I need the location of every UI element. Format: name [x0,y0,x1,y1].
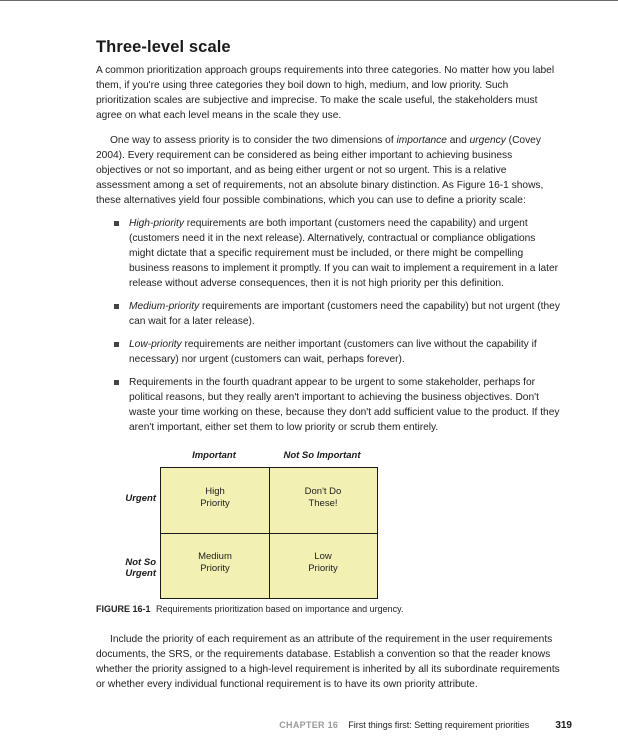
row-label-not-so-urgent: Not So Urgent [125,557,156,579]
bullet-emphasis: Medium-priority [129,301,200,312]
row-label-urgent: Urgent [125,493,156,504]
figure-caption [96,604,404,614]
paragraph-dimensions [96,133,560,208]
list-item [96,375,560,435]
cell-line: Medium [198,551,232,562]
main-content [96,38,560,443]
bullet-text: Requirements in the fourth quadrant appear to be urgent to some stakeholder, perhaps for political reasons, but they really aren't important to achieving the business objectives. Don't waste your time working on these, because they don't add sufficient value to the product. If they aren't important, either set them to low priority or scrub them entirely. [129,377,560,433]
cell-medium-priority [161,551,269,574]
bullet-emphasis: High-priority [129,218,184,229]
priority-matrix-figure [96,450,396,600]
bullet-emphasis: Low-priority [129,339,182,350]
emphasis-importance: importance [396,135,447,146]
bullet-text: requirements are both important (customers need the capability) and urgent (customers need it in the next release). Alternatively, contractual or compliance obligations might dictate that a specific requirement must be included, or there might be compelling business reasons to implement it promptly. If you can wait to implement a requirement in a later release without adverse consequences, then it is not high priority per this definition. [129,218,559,289]
text-run: One way to assess priority is to consider the two dimensions of [110,135,397,146]
section-heading: Three-level scale [96,38,231,56]
cell-line: These! [308,497,338,509]
cell-line: High [205,486,225,497]
bullet-square-icon [114,221,119,226]
bullet-text: requirements are important (customers need the capability) but not urgent (they can wait for a later release). [129,301,560,327]
list-item [96,337,560,367]
caption-text: Requirements prioritization based on importance and urgency. [156,604,404,614]
page-footer [96,720,572,731]
bullet-square-icon [114,304,119,309]
cell-line: Priority [200,562,230,574]
matrix-divider-horizontal [161,533,377,534]
cell-line: Priority [308,562,338,574]
page-number: 319 [555,720,572,731]
bullet-text: requirements are neither important (customers can live without the capability if necessary) nor urgent (customers can wait, perhaps forever). [129,339,537,365]
priority-list [96,216,560,435]
caption-label: FIGURE 16-1 [96,604,151,614]
cell-line: Priority [200,497,230,509]
cell-line: Don't Do [304,486,342,497]
column-label-important: Important [192,450,236,461]
bullet-square-icon [114,342,119,347]
paragraph-attribute: Include the priority of each requirement as an attribute of the requirement in the user requirements documents, the SRS, or the requirements database. Establish a convention so that the reader knows whether the priority assigned to a high-level requirement is inherited by all its subordinate requirements or whether every individual functional requirement is to have its own priority attribute. [96,634,560,690]
cell-low-priority [269,551,377,574]
paragraph-intro: A common prioritization approach groups requirements into three categories. No matter how you label them, if you're using three categories they boil down to high, medium, and low priority. Such prioritization scales are subjective and imprecise. To make the scale useful, the stakeholders must agree on what each level means in the scale they use. [96,65,555,121]
text-run: (Covey 2004). Every requirement can be considered as being either important to achieving business objectives or not so important, and as being either urgent or not so urgent. This is a relative assessment among a set of requirements, not an absolute binary distinction. As Figure 16-1 shows, these alternatives yield four possible combinations, which you can use to define a priority scale: [96,135,544,206]
footer-chapter: CHAPTER 16 [279,720,339,730]
priority-matrix [160,467,378,599]
list-item [96,216,560,291]
bullet-square-icon [114,380,119,385]
text-run: and [446,135,470,146]
list-item [96,299,560,329]
cell-line: Low [314,551,332,562]
top-rule [0,0,618,1]
footer-title: First things first: Setting requirement priorities [348,720,530,730]
emphasis-urgency: urgency [469,135,506,146]
closing-section [96,632,560,692]
cell-high-priority [161,486,269,509]
cell-dont-do-these [269,486,377,509]
column-label-not-so-important: Not So Important [283,450,361,461]
